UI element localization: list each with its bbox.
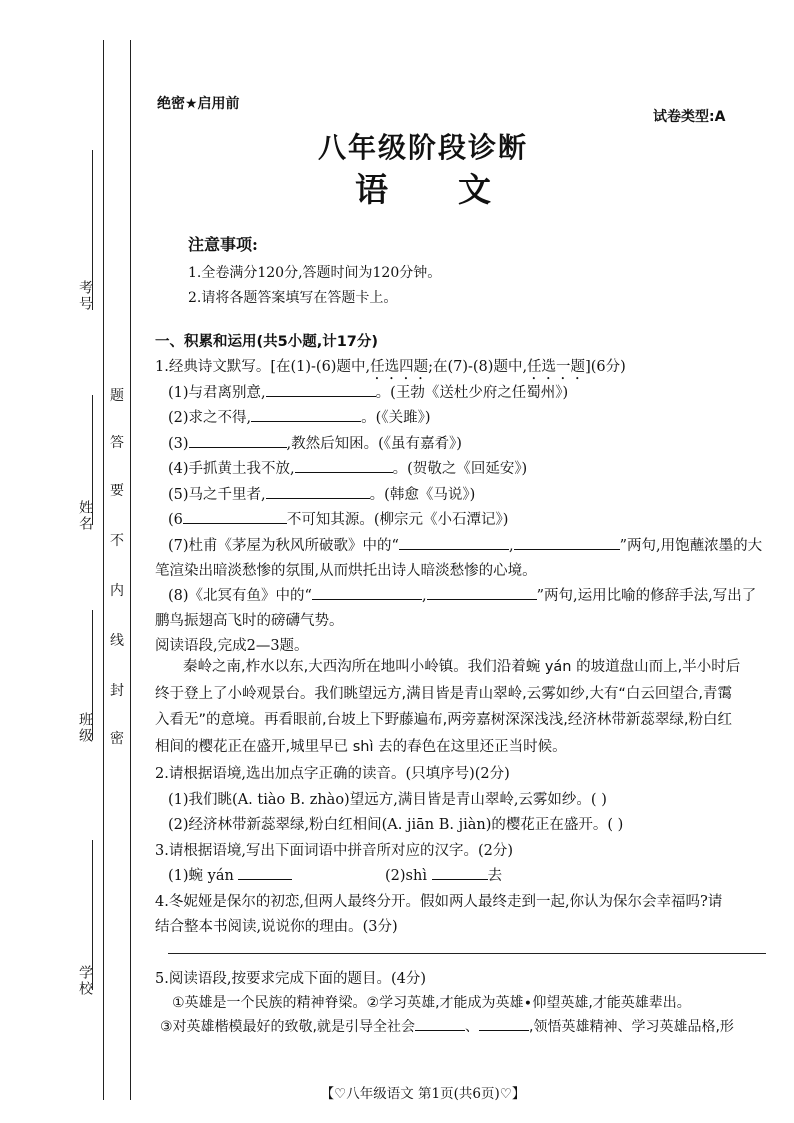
q1-item-5: (5)马之千里者, 。(韩愈《马说》): [168, 483, 475, 504]
subject-title: [0, 164, 794, 211]
notice-item: 1.全卷满分120分,答题时间为120分钟。: [188, 265, 442, 281]
q1-item-2: (2)求之不得, 。(《关雎》): [168, 406, 430, 427]
paper-type: 试卷类型:A: [653, 109, 726, 125]
passage-line: 入看无”的意境。再看眼前,台坡上下野藤遍布,两旁嘉树深深浅浅,经济林带新蕊翠绿,粉白红: [155, 712, 732, 728]
q4-answer-line[interactable]: [168, 953, 766, 954]
emphasis-text: 任选四题: [370, 359, 429, 375]
q1-item-8: (8)《北冥有鱼》中的“ , ”两句,运用比喻的修辞手法,写出了: [168, 584, 756, 605]
q3-item-2: (2)shì 去: [385, 864, 502, 885]
answer-blank[interactable]: [399, 535, 509, 550]
q2-item-1: (1)我们眺(A. tiào B. zhào)望远方,满目皆是青山翠岭,云雾如纱。( ): [168, 792, 607, 808]
notice-item: 2.请将各题答案填写在答题卡上。: [188, 290, 398, 306]
q3-stem: 3.请根据语境,写出下面词语中拼音所对应的汉字。(2分): [155, 843, 513, 859]
answer-blank[interactable]: [432, 865, 488, 880]
q5-stem: 5.阅读语段,按要求完成下面的题目。(4分): [155, 971, 426, 987]
q2-item-2: (2)经济林带新蕊翠绿,粉白红相间(A. jiān B. jiàn)的樱花正在盛开。( ): [168, 817, 624, 833]
section-heading: 一、积累和运用(共5小题,计17分): [155, 334, 379, 350]
class-label: 班级: [77, 712, 93, 744]
answer-blank[interactable]: [479, 1016, 529, 1031]
q3-item-1: (1)蜿 yán: [168, 864, 292, 885]
exam-title: 八年级阶段诊断: [317, 131, 528, 164]
subject-char: 文: [458, 170, 491, 209]
answer-blank[interactable]: [295, 458, 393, 473]
q5-passage-2: ③对英雄楷模最好的致敬,就是引导全社会 、 ,领悟英雄精神、学习英雄品格,形: [160, 1016, 734, 1036]
seal-char: 要: [110, 483, 124, 499]
q1-item-1: (1)与君离别意, 。(王勃《送杜少府之任蜀州》): [168, 381, 568, 402]
seal-char: 封: [110, 683, 124, 699]
name-label: 姓名: [77, 500, 93, 532]
answer-blank[interactable]: [427, 585, 537, 600]
q1-item-8-cont: 鹏鸟振翅高飞时的磅礴气势。: [155, 613, 344, 629]
seal-char: 答: [110, 435, 124, 451]
notice-heading: 注意事项:: [188, 235, 258, 254]
school-line: [92, 840, 93, 990]
reading-intro: 阅读语段,完成2—3题。: [155, 638, 309, 654]
name-line: [92, 395, 93, 525]
confidential-mark: 绝密★启用前: [157, 96, 240, 112]
class-line: [92, 610, 93, 740]
seal-char: 内: [110, 583, 124, 599]
exam-no-label: 考号: [77, 280, 93, 312]
q1-stem: 1.经典诗文默写。[在(1)-(6)题中,任选四题;在(7)-(8)题中,任选一题](6分): [155, 359, 626, 375]
school-label: 学校: [77, 965, 93, 997]
q5-passage-1: ①英雄是一个民族的精神脊梁。②学习英雄,才能成为英雄∙仰望英雄,才能英雄辈出。: [172, 995, 691, 1011]
reading-passage: [155, 654, 767, 760]
answer-blank[interactable]: [189, 433, 287, 448]
answer-blank[interactable]: [514, 535, 620, 550]
answer-blank[interactable]: [415, 1016, 465, 1031]
seal-char: 题: [110, 388, 124, 404]
q1-item-7: (7)杜甫《茅屋为秋风所破歌》中的“ , ”两句,用饱蘸浓墨的大: [168, 534, 762, 555]
answer-blank[interactable]: [266, 484, 370, 499]
answer-blank[interactable]: [266, 382, 376, 397]
q1-item-4: (4)手抓黄土我不放, 。(贺敬之《回延安》): [168, 457, 527, 478]
answer-blank[interactable]: [251, 407, 361, 422]
answer-blank[interactable]: [312, 585, 422, 600]
subject-char: 语: [355, 170, 388, 209]
seal-char: 密: [110, 731, 124, 747]
seal-char: 线: [110, 633, 124, 649]
q1-item-6: (6 不可知其源。(柳宗元《小石潭记》): [168, 508, 508, 529]
page-footer: 【♡八年级语文 第1页(共6页)♡】: [320, 1086, 526, 1102]
answer-blank[interactable]: [238, 865, 292, 880]
q4-line-2: 结合整本书阅读,说说你的理由。(3分): [155, 919, 398, 935]
answer-blank[interactable]: [183, 509, 287, 524]
emphasis-text: 任选一题: [527, 359, 586, 375]
q4-line-1: 4.冬妮娅是保尔的初恋,但两人最终分开。假如两人最终走到一起,你认为保尔会幸福吗?请: [155, 894, 723, 910]
q1-item-7-cont: 笔渲染出暗淡愁惨的氛围,从而烘托出诗人暗淡愁惨的心境。: [155, 563, 537, 579]
passage-line: 秦岭之南,柞水以东,大西沟所在地叫小岭镇。我们沿着蜿 yán 的坡道盘山而上,半小时后: [183, 659, 741, 675]
q2-stem: 2.请根据语境,选出加点字正确的读音。(只填序号)(2分): [155, 766, 510, 782]
q1-item-3: (3) ,教然后知困。(《虽有嘉肴》): [168, 432, 462, 453]
passage-line: 终于登上了小岭观景台。我们眺望远方,满目皆是青山翠岭,云雾如纱,大有“白云回望合,青霭: [155, 685, 732, 702]
seal-char: 不: [110, 533, 124, 549]
passage-line: 相间的樱花正在盛开,城里早已 shì 去的春色在这里还正当时候。: [155, 738, 567, 755]
